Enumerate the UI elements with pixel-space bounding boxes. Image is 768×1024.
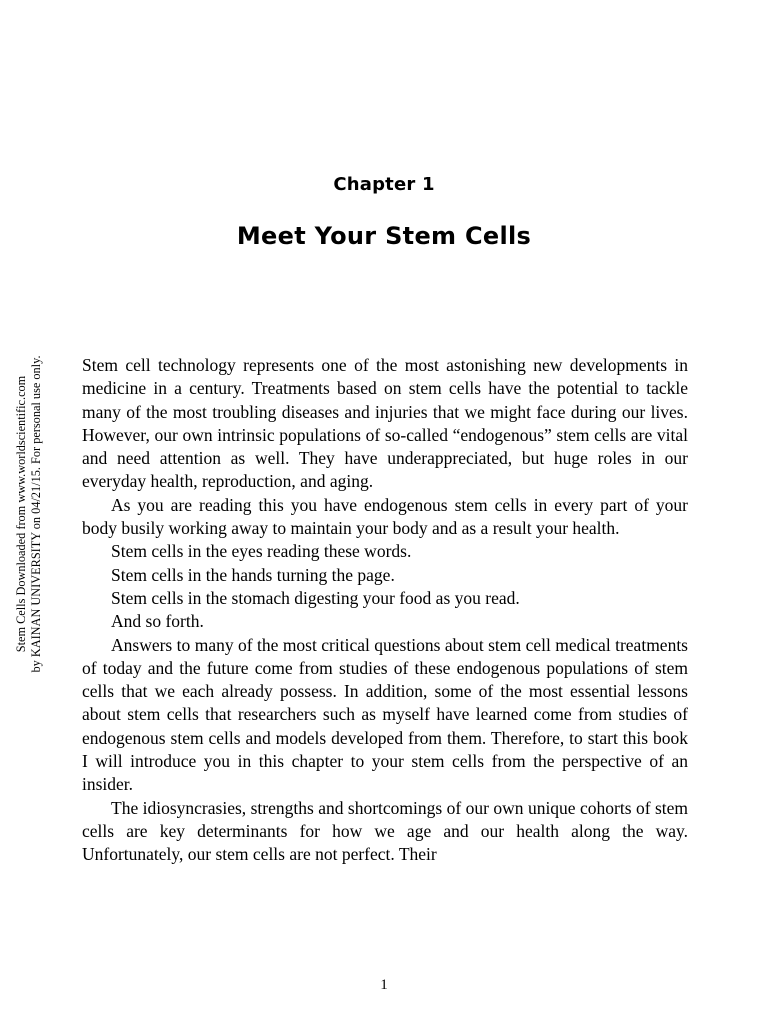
download-notice-line-1: Stem Cells Downloaded from www.worldscientific.com bbox=[14, 375, 28, 653]
paragraph: Stem cells in the hands turning the page. bbox=[111, 564, 395, 585]
paragraph: As you are reading this you have endogenous stem cells in every part of your body busily working away to maintain your body and as a result your health. bbox=[82, 494, 688, 539]
chapter-title: Meet Your Stem Cells bbox=[236, 222, 532, 250]
paragraph: Stem cell technology represents one of the most astonishing new developments in medicine in a century. Treatments based on stem cells have the potential to tackle many of the most troubling diseases and injuries that we might face during our lives. However, our own intrinsic populations of so-called “endogenous” stem cells are vital and need attention as well. They have underappreciated, but huge roles in our everyday health, reproduction, and aging. bbox=[82, 355, 688, 492]
paragraph: Stem cells in the eyes reading these words. bbox=[111, 541, 412, 562]
paragraph: Answers to many of the most critical questions about stem cell medical treatments of today and the future come from studies of these endogenous populations of stem cells that we each already possess. In addition, some of the most essential lessons about stem cells that researchers such as myself have learned come from studies of endogenous stem cells and models developed from them. Therefore, to start this book I will introduce you in this chapter to your stem cells from the perspective of an insider. bbox=[82, 634, 688, 795]
page-number: 1 bbox=[380, 977, 388, 993]
download-notice bbox=[14, 334, 44, 694]
chapter-label: Chapter 1 bbox=[333, 174, 435, 195]
download-notice-line-2: by KAINAN UNIVERSITY on 04/21/15. For personal use only. bbox=[29, 355, 43, 673]
paragraph: The idiosyncrasies, strengths and shortcomings of our own unique cohorts of stem cells are key determinants for how we age and our health along the way. Unfortunately, our stem cells are not perfect. Their bbox=[82, 797, 688, 865]
chapter-body bbox=[82, 354, 688, 867]
paragraph: And so forth. bbox=[111, 611, 204, 632]
paragraph: Stem cells in the stomach digesting your food as you read. bbox=[111, 587, 520, 608]
